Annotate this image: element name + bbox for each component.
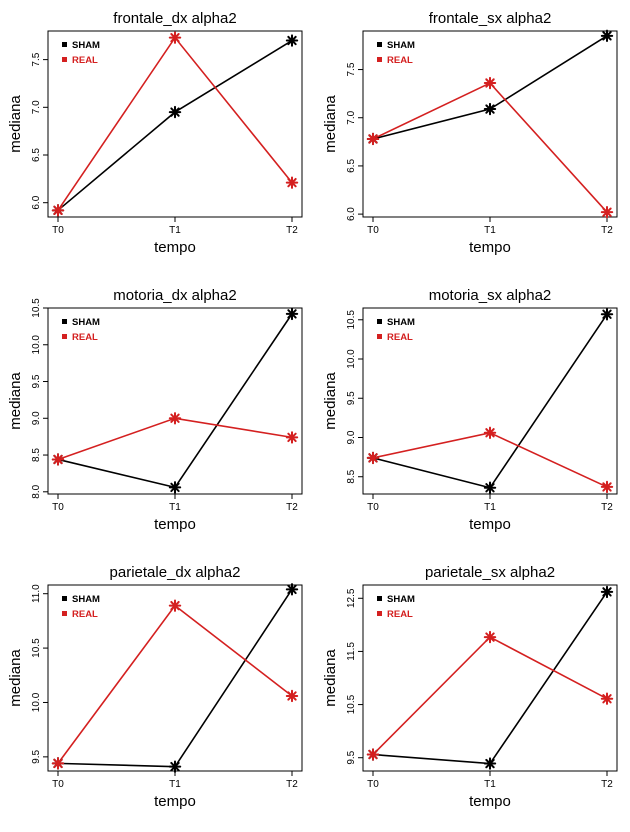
data-point-real bbox=[287, 691, 297, 701]
x-axis-title: tempo bbox=[154, 793, 196, 810]
legend-label: REAL bbox=[387, 609, 413, 620]
legend bbox=[62, 317, 100, 343]
legend-swatch bbox=[62, 334, 67, 339]
x-tick-label: T2 bbox=[601, 502, 613, 513]
x-tick-label: T0 bbox=[367, 502, 379, 513]
y-tick-label: 6.0 bbox=[31, 195, 42, 210]
y-tick-label: 9.0 bbox=[346, 430, 357, 445]
y-tick-label: 7.0 bbox=[346, 110, 357, 125]
chart-title: frontale_dx alpha2 bbox=[113, 10, 237, 27]
data-point-real bbox=[287, 177, 297, 187]
chart-panel-motoria-dx bbox=[0, 277, 315, 554]
series-line-real bbox=[373, 433, 607, 487]
data-point-real bbox=[170, 600, 180, 610]
data-point-sham bbox=[602, 587, 612, 597]
legend-label: REAL bbox=[387, 332, 413, 343]
series-line-sham bbox=[58, 41, 292, 211]
x-axis-title: tempo bbox=[154, 516, 196, 533]
y-tick-label: 10.5 bbox=[31, 298, 42, 318]
y-tick-label: 6.0 bbox=[346, 207, 357, 222]
data-point-real bbox=[53, 205, 63, 215]
x-tick-label: T0 bbox=[52, 779, 64, 790]
x-axis-title: tempo bbox=[469, 239, 511, 256]
chart-title: parietale_sx alpha2 bbox=[424, 564, 556, 581]
y-tick-label: 12.5 bbox=[346, 588, 357, 609]
x-tick-label: T2 bbox=[286, 779, 298, 790]
series-line-real bbox=[373, 637, 607, 754]
chart-title: motoria_dx alpha2 bbox=[113, 287, 237, 304]
y-tick-label: 9.5 bbox=[31, 749, 42, 764]
y-tick-label: 8.5 bbox=[346, 469, 357, 484]
data-point-real bbox=[368, 134, 378, 144]
chart-svg bbox=[315, 554, 630, 831]
data-point-sham bbox=[485, 483, 495, 493]
legend-swatch bbox=[377, 57, 382, 62]
chart-panel-frontale-dx bbox=[0, 0, 315, 277]
data-point-sham bbox=[170, 107, 180, 117]
data-point-real bbox=[602, 482, 612, 492]
chart-panel-parietale-sx bbox=[315, 554, 630, 831]
legend-label: SHAM bbox=[387, 317, 415, 328]
data-point-sham bbox=[602, 309, 612, 319]
data-point-real bbox=[287, 432, 297, 442]
x-tick-label: T1 bbox=[169, 225, 181, 236]
legend-swatch bbox=[377, 596, 382, 601]
x-tick-label: T1 bbox=[484, 779, 496, 790]
x-tick-label: T1 bbox=[484, 502, 496, 513]
x-axis-title: tempo bbox=[469, 516, 511, 533]
x-tick-label: T2 bbox=[601, 779, 613, 790]
y-tick-label: 10.5 bbox=[31, 638, 42, 658]
x-tick-label: T0 bbox=[52, 225, 64, 236]
legend bbox=[377, 594, 415, 620]
data-point-real bbox=[53, 758, 63, 768]
data-point-real bbox=[53, 454, 63, 464]
data-point-real bbox=[485, 428, 495, 438]
y-tick-label: 7.5 bbox=[346, 62, 357, 77]
y-tick-label: 7.0 bbox=[31, 100, 42, 115]
y-tick-label: 10.5 bbox=[346, 310, 357, 330]
y-tick-label: 9.5 bbox=[346, 750, 357, 765]
legend-label: SHAM bbox=[387, 594, 415, 605]
chart-panel-parietale-dx bbox=[0, 554, 315, 831]
legend-label: REAL bbox=[72, 609, 98, 620]
legend bbox=[377, 317, 415, 343]
data-point-real bbox=[602, 694, 612, 704]
legend-swatch bbox=[62, 611, 67, 616]
y-tick-label: 9.0 bbox=[31, 411, 42, 426]
chart-title: motoria_sx alpha2 bbox=[428, 287, 552, 304]
y-tick-label: 10.0 bbox=[31, 692, 42, 713]
data-point-sham bbox=[287, 35, 297, 45]
x-tick-label: T0 bbox=[367, 779, 379, 790]
series-line-real bbox=[373, 83, 607, 212]
y-tick-label: 11.0 bbox=[31, 584, 42, 604]
y-tick-label: 11.5 bbox=[346, 642, 357, 661]
legend bbox=[62, 40, 100, 66]
chart-svg bbox=[315, 0, 630, 277]
chart-title: parietale_dx alpha2 bbox=[109, 564, 241, 581]
legend-swatch bbox=[62, 42, 67, 47]
x-tick-label: T0 bbox=[367, 225, 379, 236]
chart-panel-motoria-sx bbox=[315, 277, 630, 554]
chart-panel-frontale-sx bbox=[315, 0, 630, 277]
data-point-sham bbox=[602, 31, 612, 41]
x-tick-label: T1 bbox=[169, 502, 181, 513]
y-tick-label: 6.5 bbox=[346, 158, 357, 173]
x-tick-label: T2 bbox=[601, 225, 613, 236]
chart-svg bbox=[0, 0, 315, 277]
legend-swatch bbox=[377, 334, 382, 339]
y-tick-label: 10.5 bbox=[346, 694, 357, 715]
y-tick-label: 10.0 bbox=[346, 349, 357, 369]
y-tick-label: 10.0 bbox=[31, 335, 42, 355]
y-tick-label: 8.0 bbox=[31, 484, 42, 499]
y-axis-title: mediana bbox=[7, 372, 24, 430]
y-tick-label: 7.5 bbox=[31, 52, 42, 67]
data-point-sham bbox=[287, 584, 297, 594]
y-axis-title: mediana bbox=[322, 95, 339, 153]
data-point-sham bbox=[485, 104, 495, 114]
y-axis-title: mediana bbox=[7, 649, 24, 707]
data-point-real bbox=[170, 32, 180, 42]
legend bbox=[377, 40, 415, 66]
chart-svg bbox=[0, 554, 315, 831]
legend-swatch bbox=[377, 319, 382, 324]
chart-svg bbox=[0, 277, 315, 554]
data-point-real bbox=[485, 78, 495, 88]
data-point-real bbox=[368, 749, 378, 759]
y-axis-title: mediana bbox=[322, 649, 339, 707]
data-point-sham bbox=[170, 482, 180, 492]
legend-swatch bbox=[62, 319, 67, 324]
series-line-real bbox=[58, 606, 292, 764]
data-point-real bbox=[602, 207, 612, 217]
y-axis-title: mediana bbox=[322, 372, 339, 430]
data-point-real bbox=[170, 413, 180, 423]
chart-svg bbox=[315, 277, 630, 554]
legend-swatch bbox=[377, 611, 382, 616]
x-tick-label: T1 bbox=[484, 225, 496, 236]
y-tick-label: 9.5 bbox=[31, 374, 42, 389]
x-tick-label: T2 bbox=[286, 225, 298, 236]
legend-label: REAL bbox=[72, 332, 98, 343]
data-point-real bbox=[368, 453, 378, 463]
legend-swatch bbox=[62, 596, 67, 601]
legend bbox=[62, 594, 100, 620]
data-point-sham bbox=[485, 758, 495, 768]
x-tick-label: T1 bbox=[169, 779, 181, 790]
legend-label: SHAM bbox=[387, 40, 415, 51]
legend-label: SHAM bbox=[72, 40, 100, 51]
legend-label: SHAM bbox=[72, 317, 100, 328]
x-tick-label: T0 bbox=[52, 502, 64, 513]
x-axis-title: tempo bbox=[154, 239, 196, 256]
legend-swatch bbox=[62, 57, 67, 62]
legend-label: REAL bbox=[72, 55, 98, 66]
y-axis-title: mediana bbox=[7, 95, 24, 153]
y-tick-label: 6.5 bbox=[31, 148, 42, 162]
data-point-sham bbox=[170, 761, 180, 771]
legend-label: SHAM bbox=[72, 594, 100, 605]
x-axis-title: tempo bbox=[469, 793, 511, 810]
data-point-sham bbox=[287, 309, 297, 319]
legend-swatch bbox=[377, 42, 382, 47]
y-tick-label: 8.5 bbox=[31, 448, 42, 462]
x-tick-label: T2 bbox=[286, 502, 298, 513]
data-point-real bbox=[485, 632, 495, 642]
y-tick-label: 9.5 bbox=[346, 391, 357, 406]
legend-label: REAL bbox=[387, 55, 413, 66]
chart-title: frontale_sx alpha2 bbox=[428, 10, 552, 27]
